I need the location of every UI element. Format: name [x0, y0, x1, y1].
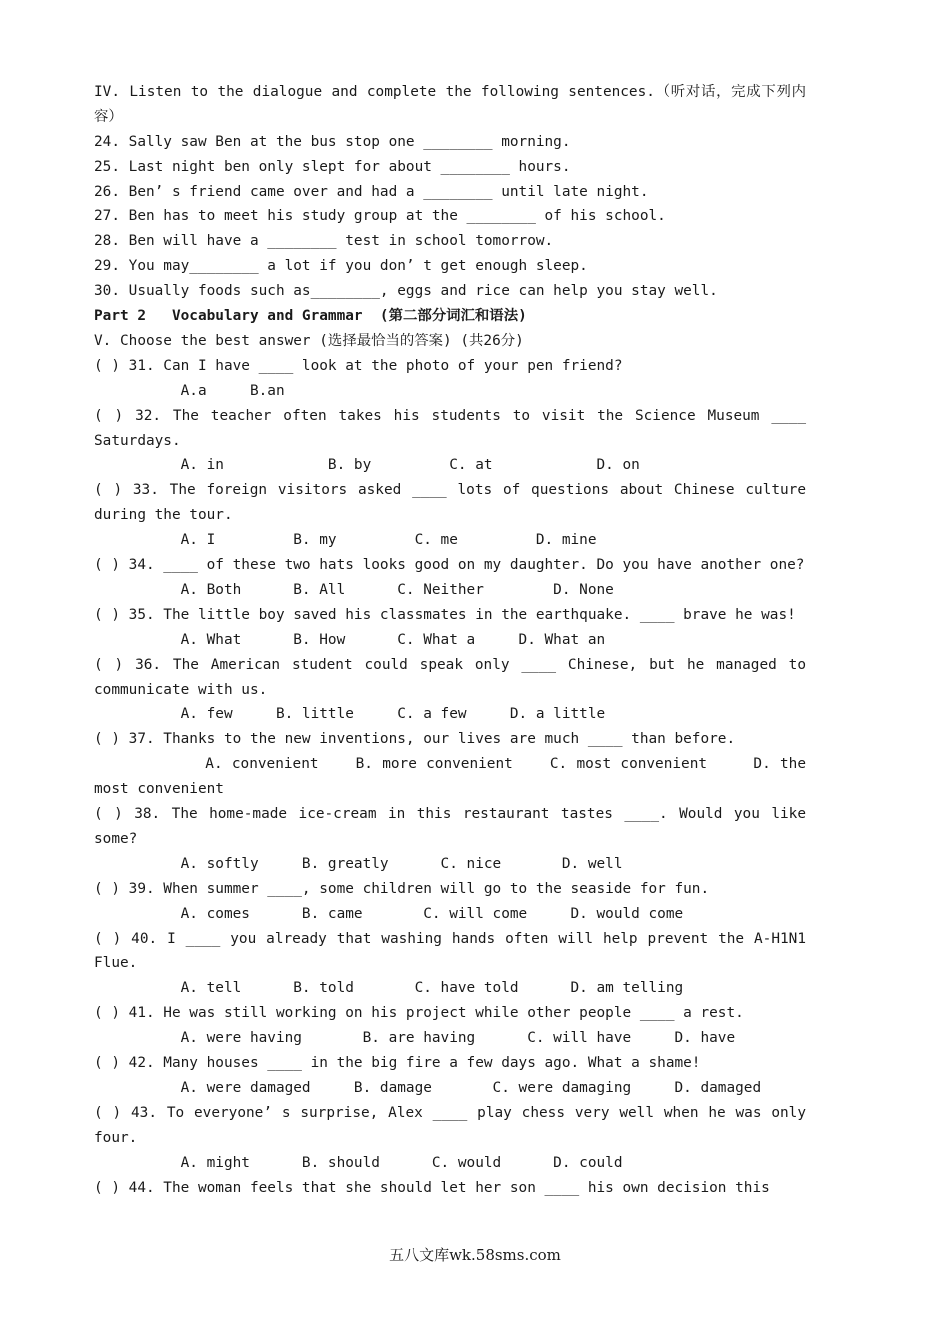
question-stem: ( ) 37. Thanks to the new inventions, our lives are much ____ than before. [94, 731, 736, 748]
page-footer: 五八文库wk.58sms.com [389, 1246, 561, 1264]
question-options: A. comes B. came C. will come D. would come [94, 905, 684, 922]
question-item [94, 404, 806, 479]
question-options: A. What B. How C. What a D. What an [94, 631, 606, 648]
fill-item: 30. Usually foods such as________, eggs and rice can help you stay well. [94, 283, 718, 300]
exam-page [94, 80, 815, 1225]
question-item [94, 1001, 806, 1051]
question-stem: ( ) 39. When summer ____, some children will go to the seaside for fun. [94, 880, 710, 897]
part2-heading: Part 2 Vocabulary and Grammar (第二部分词汇和语法) [94, 308, 527, 325]
question-stem: ( ) 43. To everyone’ s surprise, Alex ____ play chess very well when he was only four. [94, 1104, 806, 1146]
question-item [94, 727, 815, 802]
question-stem: ( ) 35. The little boy saved his classmates in the earthquake. ____ brave he was! [94, 606, 796, 623]
question-stem: ( ) 36. The American student could speak only ____ Chinese, but he managed to communicate with us. [94, 656, 806, 698]
question-options: A.a B.an [94, 382, 285, 399]
question-item [94, 553, 806, 603]
fill-item: 28. Ben will have a ________ test in school tomorrow. [94, 233, 554, 250]
question-stem: ( ) 41. He was still working on his project while other people ____ a rest. [94, 1005, 744, 1022]
question-stem: ( ) 32. The teacher often takes his students to visit the Science Museum ____ Saturdays. [94, 407, 806, 449]
question-options [94, 1200, 806, 1225]
question-list [94, 354, 815, 1226]
question-options: A. might B. should C. would D. could [94, 1154, 623, 1171]
fill-item: 26. Ben’ s friend came over and had a ________ until late night. [94, 183, 649, 200]
question-item [94, 603, 806, 653]
question-options: A. were damaged B. damage C. were damaging D. damaged [94, 1079, 762, 1096]
question-options: A. Both B. All C. Neither D. None [94, 581, 614, 598]
fill-item: 27. Ben has to meet his study group at the ________ of his school. [94, 208, 666, 225]
question-options: A. in B. by C. at D. on [94, 457, 640, 474]
question-item [94, 653, 806, 728]
question-options: A. few B. little C. a few D. a little [94, 706, 606, 723]
question-stem: ( ) 31. Can I have ____ look at the photo of your pen friend? [94, 357, 623, 374]
fill-item: 25. Last night ben only slept for about ________ hours. [94, 158, 571, 175]
question-item [94, 354, 806, 404]
question-options: A. tell B. told C. have told D. am telling [94, 980, 684, 997]
question-item [94, 1051, 806, 1101]
section-v-heading: V. Choose the best answer (选择最恰当的答案) (共26分) [94, 332, 524, 349]
section-iv-items [94, 130, 806, 304]
question-stem: ( ) 33. The foreign visitors asked ____ lots of questions about Chinese culture during the tour. [94, 482, 806, 524]
question-item [94, 478, 806, 553]
question-item [94, 927, 806, 1002]
question-stem: ( ) 44. The woman feels that she should let her son ____ his own decision this [94, 1179, 770, 1196]
question-item [94, 802, 806, 877]
question-stem: ( ) 38. The home-made ice-cream in this restaurant tastes ____. Would you like some? [94, 806, 806, 847]
question-options: A. convenient B. more convenient C. most convenient D. the most convenient [94, 756, 815, 798]
question-item [94, 1101, 806, 1176]
section-iv-heading: IV. Listen to the dialogue and complete the following sentences.（听对话，完成下列内容） [94, 84, 806, 125]
question-stem: ( ) 34. ____ of these two hats looks good on my daughter. Do you have another one? [94, 557, 805, 574]
question-item [94, 877, 806, 927]
question-item [94, 1176, 806, 1226]
question-options: A. I B. my C. me D. mine [94, 532, 597, 549]
question-options: A. softly B. greatly C. nice D. well [94, 855, 623, 872]
fill-item: 29. You may________ a lot if you don’ t get enough sleep. [94, 258, 588, 275]
question-stem: ( ) 40. I ____ you already that washing hands often will help prevent the A-H1N1 Flue. [94, 930, 806, 972]
question-stem: ( ) 42. Many houses ____ in the big fire a few days ago. What a shame! [94, 1055, 701, 1072]
question-options: A. were having B. are having C. will have D. have [94, 1030, 736, 1047]
fill-item: 24. Sally saw Ben at the bus stop one ________ morning. [94, 133, 571, 150]
